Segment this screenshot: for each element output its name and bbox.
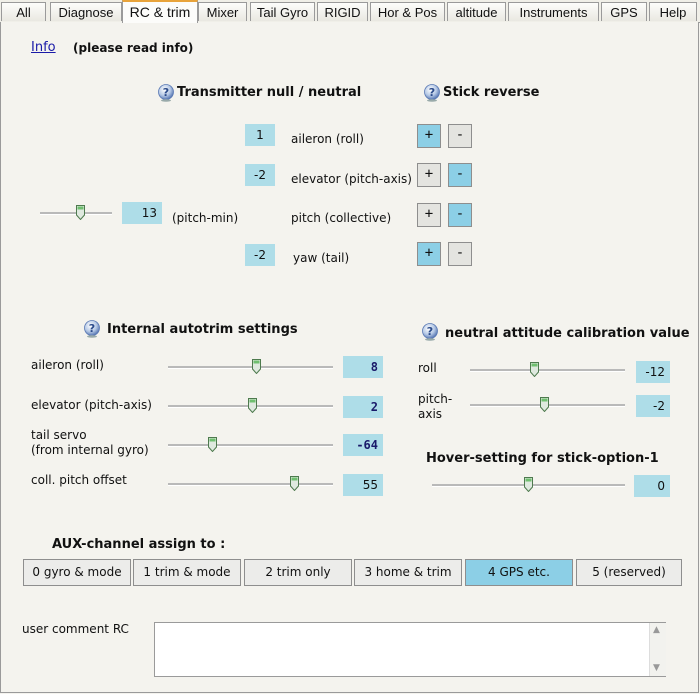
svg-text:?: ? (426, 325, 434, 338)
help-icon-autotrim[interactable] (83, 320, 101, 338)
autotrim-aileron-track[interactable] (168, 366, 333, 369)
autotrim-aileron-value[interactable]: 8 (343, 356, 383, 378)
yaw-label: yaw (tail) (293, 251, 350, 265)
aileron-reverse-plus-button[interactable]: + (417, 124, 441, 148)
autotrim-tail-label: tail servo (31, 428, 87, 442)
help-icon-stick-reverse[interactable] (423, 84, 441, 102)
elevator-null-value[interactable]: -2 (245, 164, 275, 186)
pitch-reverse-minus-button[interactable]: - (448, 203, 472, 227)
aux-button-gyro-mode[interactable]: 0 gyro & mode (23, 559, 131, 586)
tab-bar (0, 0, 700, 23)
neutral-attitude-title: neutral attitude calibration value (445, 326, 690, 341)
aux-button-home-trim[interactable]: 3 home & trim (354, 559, 462, 586)
tab-rigid[interactable]: RIGID (317, 2, 368, 21)
svg-text:?: ? (162, 86, 170, 99)
tab-instruments[interactable]: Instruments (508, 2, 599, 21)
autotrim-coll-pitch-value[interactable]: 55 (343, 474, 383, 496)
autotrim-coll-pitch-thumb[interactable] (290, 476, 299, 491)
aux-title: AUX-channel assign to : (52, 537, 226, 552)
tab-altitude[interactable]: altitude (447, 2, 506, 21)
autotrim-aileron-label: aileron (roll) (31, 358, 104, 372)
pitch-min-slider-thumb[interactable] (76, 205, 85, 220)
autotrim-tail-track[interactable] (168, 444, 333, 447)
svg-text:?: ? (88, 322, 96, 335)
pitch-min-label: (pitch-min) (172, 211, 239, 225)
autotrim-aileron-thumb[interactable] (252, 359, 261, 374)
neutral-roll-label: roll (418, 361, 437, 375)
aileron-null-value[interactable]: 1 (245, 124, 275, 146)
tab-rc-trim[interactable]: RC & trim (122, 0, 198, 23)
autotrim-elevator-thumb[interactable] (248, 398, 257, 413)
comment-scrollbar[interactable] (649, 623, 666, 676)
aux-button-trim-only[interactable]: 2 trim only (244, 559, 352, 586)
neutral-pitch-value[interactable]: -2 (636, 395, 670, 417)
yaw-reverse-minus-button[interactable]: - (448, 242, 472, 266)
scroll-up-icon[interactable]: ▲ (653, 625, 660, 635)
aux-button-trim-mode[interactable]: 1 trim & mode (133, 559, 241, 586)
comment-label: user comment RC (22, 622, 129, 636)
aux-button-reserved[interactable]: 5 (reserved) (576, 559, 682, 586)
autotrim-tail-value[interactable]: -64 (343, 434, 383, 456)
scroll-down-icon[interactable]: ▼ (653, 663, 660, 673)
help-icon-neutral-attitude[interactable] (421, 323, 439, 341)
tab-hor-pos[interactable]: Hor & Pos (370, 2, 445, 21)
elevator-reverse-minus-button[interactable]: - (448, 163, 472, 187)
tab-gps[interactable]: GPS (601, 2, 647, 21)
neutral-roll-value[interactable]: -12 (636, 361, 670, 383)
tab-tail-gyro[interactable]: Tail Gyro (250, 2, 315, 21)
neutral-pitch-label: pitch- (418, 392, 453, 406)
hover-thumb[interactable] (524, 477, 533, 492)
tab-diagnose[interactable]: Diagnose (50, 2, 122, 21)
tab-mixer[interactable]: Mixer (198, 2, 247, 21)
hover-value[interactable]: 0 (634, 475, 670, 497)
info-link[interactable]: Info (31, 40, 56, 55)
pitch-reverse-plus-button[interactable]: + (417, 203, 441, 227)
transmitter-title: Transmitter null / neutral (177, 85, 362, 100)
svg-text:?: ? (428, 86, 436, 99)
neutral-pitch-label-2: axis (418, 407, 443, 421)
aux-button-gps[interactable]: 4 GPS etc. (465, 559, 573, 586)
pitch-label: pitch (collective) (291, 211, 392, 225)
stick-reverse-title: Stick reverse (443, 85, 540, 100)
elevator-reverse-plus-button[interactable]: + (417, 163, 441, 187)
neutral-roll-thumb[interactable] (530, 362, 539, 377)
tab-all[interactable]: All (1, 2, 46, 21)
yaw-null-value[interactable]: -2 (245, 244, 275, 266)
autotrim-coll-pitch-label: coll. pitch offset (31, 473, 127, 487)
aileron-reverse-minus-button[interactable]: - (448, 124, 472, 148)
yaw-reverse-plus-button[interactable]: + (417, 242, 441, 266)
autotrim-elevator-value[interactable]: 2 (343, 396, 383, 418)
tab-help[interactable]: Help (649, 2, 697, 21)
pitch-null-value[interactable]: 13 (122, 202, 162, 224)
neutral-pitch-thumb[interactable] (540, 397, 549, 412)
autotrim-tail-thumb[interactable] (208, 437, 217, 452)
comment-textarea[interactable] (154, 622, 666, 677)
aileron-label: aileron (roll) (291, 132, 364, 146)
elevator-label: elevator (pitch-axis) (291, 172, 412, 186)
autotrim-title: Internal autotrim settings (107, 322, 298, 337)
neutral-roll-track[interactable] (470, 369, 625, 372)
hover-title: Hover-setting for stick-option-1 (426, 451, 659, 466)
autotrim-tail-label-2: (from internal gyro) (31, 443, 149, 457)
help-icon-transmitter[interactable] (157, 84, 175, 102)
autotrim-coll-pitch-track[interactable] (168, 483, 333, 486)
autotrim-elevator-label: elevator (pitch-axis) (31, 398, 152, 412)
info-note: (please read info) (73, 41, 194, 55)
